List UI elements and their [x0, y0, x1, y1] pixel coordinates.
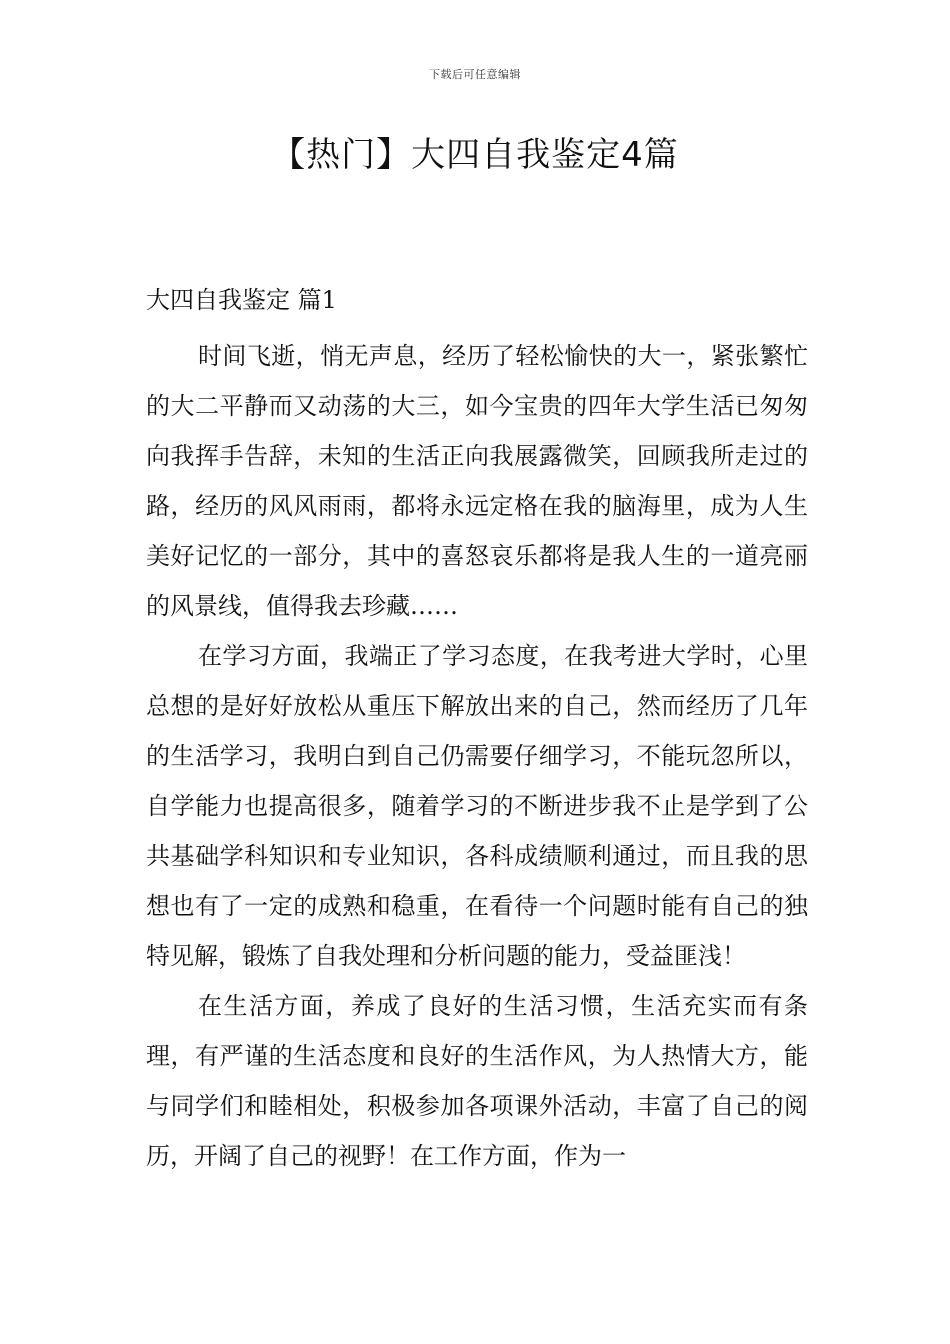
document-body [146, 281, 808, 1181]
paragraph-study: 在学习方面，我端正了学习态度，在我考进大学时，心里总想的是好好放松从重压下解放出来的自己，然而经历了几年的生活学习，我明白到自己仍需要仔细学习，不能玩忽所以，自学能力也提高很多，随着学习的不断进步我不止是学到了公共基础学科知识和专业知识，各科成绩顺利通过，而且我的思想也有了一定的成熟和稳重，在看待一个问题时能有自己的独特见解，锻炼了自我处理和分析问题的能力，受益匪浅！ [146, 642, 808, 970]
paragraph-intro: 时间飞逝，悄无声息，经历了轻松愉快的大一，紧张繁忙的大二平静而又动荡的大三，如今宝贵的四年大学生活已匆匆向我挥手告辞，未知的生活正向我展露微笑，回顾我所走过的路，经历的风风雨雨，都将永远定格在我的脑海里，成为人生美好记忆的一部分，其中的喜怒哀乐都将是我人生的一道亮丽的风景线，值得我去珍藏…… [146, 342, 808, 620]
page-title: 【热门】大四自我鉴定4篇 [271, 135, 679, 175]
section-heading: 大四自我鉴定 篇1 [146, 286, 337, 314]
paragraph-life: 在生活方面，养成了良好的生活习惯，生活充实而有条理，有严谨的生活态度和良好的生活作风，为人热情大方，能与同学们和睦相处，积极参加各项课外活动，丰富了自己的阅历，开阔了自己的视野！在工作方面，作为一 [146, 992, 808, 1170]
header-note: 下载后可任意编辑 [429, 68, 521, 81]
